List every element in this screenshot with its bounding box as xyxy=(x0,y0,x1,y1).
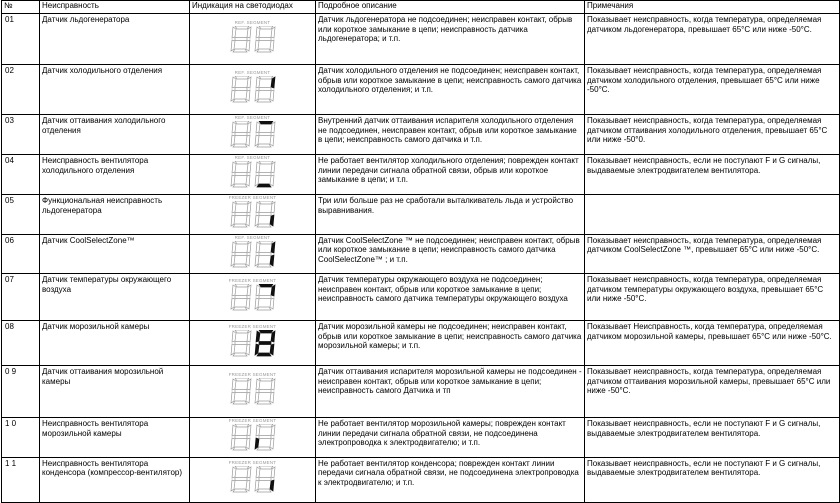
segment-d xyxy=(233,489,247,492)
row-number: 04 xyxy=(2,155,40,195)
segment-a xyxy=(259,241,273,244)
header-indication: Индикация на светодиодах xyxy=(190,1,316,14)
segment-f xyxy=(256,122,260,133)
segment-d xyxy=(233,264,247,267)
display-label: FREEZER SEGMENT xyxy=(228,460,277,466)
fault-name: Датчик морозильной камеры xyxy=(40,321,190,366)
segment-f xyxy=(256,27,260,38)
segment-c xyxy=(270,40,274,51)
segment-f xyxy=(232,122,236,133)
segment-a xyxy=(235,424,249,427)
segment-digits xyxy=(225,26,281,54)
header-fault: Неисправность xyxy=(40,1,190,14)
fault-notes: Показывает неисправность, когда температура, определяемая датчиком оттаивания холодильного отделения, превышает 65°C или ниже -50°0. xyxy=(585,115,840,155)
led-indication-cell xyxy=(190,418,316,458)
row-number: 0 9 xyxy=(2,366,40,418)
display-label: REF. SEGMENT xyxy=(234,234,271,240)
segment-d xyxy=(233,353,247,356)
display-label: REF. SEGMENT xyxy=(234,70,271,76)
segment-a xyxy=(259,161,273,164)
segment-d xyxy=(233,307,247,310)
segment-a xyxy=(259,201,273,204)
segment-d xyxy=(233,49,247,52)
fault-description: Не работает вентилятор морозильной камеры; поврежден контакт линии передачи сигнала обратной связи, не подсоединена электропроводка к электродвигателю; и т.п. xyxy=(316,418,585,458)
table-row xyxy=(2,195,840,235)
header-notes: Примечания xyxy=(585,1,840,14)
segment-f xyxy=(256,202,260,213)
segment-digits xyxy=(225,284,281,312)
segment-d xyxy=(233,184,247,187)
segment-f xyxy=(256,467,260,478)
segment-f xyxy=(256,77,260,88)
segment-d xyxy=(233,99,247,102)
segment-a xyxy=(235,161,249,164)
segment-g xyxy=(259,88,271,91)
led-indication-cell xyxy=(190,366,316,418)
display-label: REF. SEGMENT xyxy=(234,115,271,121)
segment-c xyxy=(246,344,250,355)
seven-segment-display xyxy=(225,418,281,454)
segment-d xyxy=(233,144,247,147)
display-label: FREEZER SEGMENT xyxy=(228,195,277,200)
segment-a xyxy=(259,466,273,469)
segment-f xyxy=(232,202,236,213)
segment-g xyxy=(235,295,247,298)
seven-segment-display xyxy=(225,324,281,360)
segment-c xyxy=(270,135,274,146)
fault-name: Датчик CoolSelectZone™ xyxy=(40,234,190,274)
led-indication-cell xyxy=(190,274,316,321)
segment-g xyxy=(235,88,247,91)
segment-g xyxy=(235,173,247,176)
table-row xyxy=(2,65,840,115)
segment-f xyxy=(256,285,260,296)
segment-g xyxy=(235,390,247,393)
table-row xyxy=(2,234,840,274)
segment-c xyxy=(246,40,250,51)
segment-d xyxy=(233,401,247,404)
row-number: 03 xyxy=(2,115,40,155)
fault-name: Неисправность вентилятора конденсора (компрессор-вентилятор) xyxy=(40,457,190,502)
segment-digits xyxy=(225,241,281,269)
fault-description: Не работает вентилятор холодильного отделения; поврежден контакт линии передачи сигнала обратной связи, обрыв или короткое замыкание в цепи; и т.п. xyxy=(316,155,585,195)
segment-g xyxy=(259,436,271,439)
seven-segment-display xyxy=(225,70,281,106)
segment-c xyxy=(246,175,250,186)
segment-d xyxy=(257,49,271,52)
segment-g xyxy=(235,341,247,344)
seven-segment-display xyxy=(225,372,281,408)
segment-a xyxy=(235,26,249,29)
segment-f xyxy=(232,467,236,478)
segment-g xyxy=(235,133,247,136)
fault-notes: Показывает неисправность, если не поступают F и G сигналы, выдаваемые электродвигателем вентилятора. xyxy=(585,457,840,502)
segment-f xyxy=(232,242,236,253)
fault-name: Датчик льдогенератора xyxy=(40,14,190,65)
led-indication-cell xyxy=(190,321,316,366)
display-label: FREEZER SEGMENT xyxy=(228,418,277,423)
segment-g xyxy=(259,252,271,255)
led-indication-cell xyxy=(190,115,316,155)
segment-a-lit xyxy=(259,330,273,333)
segment-g xyxy=(259,37,271,40)
segment-d-lit xyxy=(257,184,271,187)
fault-description: Три или больше раз не сработали выталкиватель льда и устройство выравнивания. xyxy=(316,195,585,235)
segment-c xyxy=(270,298,274,309)
segment-a xyxy=(259,26,273,29)
seven-segment-display xyxy=(225,20,281,56)
fault-description: Датчик CoolSelectZone ™ не подсоединен; неисправен контакт, обрыв или короткое замыкание в цепи; неисправность самого датчика CoolSelectZone™ ; и т.п. xyxy=(316,234,585,274)
segment-d xyxy=(257,224,271,227)
segment-a xyxy=(235,330,249,333)
display-label: FREEZER SEGMENT xyxy=(228,372,277,378)
segment-d xyxy=(257,447,271,450)
segment-c xyxy=(246,135,250,146)
segment-c xyxy=(270,438,274,449)
fault-description: Датчик морозильной камеры не подсоединен; неисправен контакт, обрыв или короткое замыкание в цепи; неисправность самого датчика морозильной камеры; и т.п. xyxy=(316,321,585,366)
fault-description: Датчик оттаивания испарителя морозильной камеры не подсоединен - неисправен контакт, обрыв или короткое замыкание в цепи; неисправность самого Датчика и тп xyxy=(316,366,585,418)
fault-notes: Показывает неисправность, если не поступают F и G сигналы, выдаваемые электродвигателем вентилятора. xyxy=(585,418,840,458)
row-number: 08 xyxy=(2,321,40,366)
fault-description: Не работает вентилятор конденсора; поврежден контакт линии передачи сигнала обратной связи, не подсоединена электропроводка к электродвигателю; и т.п. xyxy=(316,457,585,502)
segment-g-lit xyxy=(259,341,271,344)
segment-d xyxy=(233,447,247,450)
fault-notes: Показывает неисправность, когда температура, определяемая датчиком холодильного отделения, превышает 65°C или ниже -50°C. xyxy=(585,65,840,115)
segment-g xyxy=(259,478,271,481)
table-row xyxy=(2,321,840,366)
seven-segment-display xyxy=(225,195,281,231)
display-label: REF. SEGMENT xyxy=(234,155,271,161)
segment-digits xyxy=(225,378,281,406)
segment-d xyxy=(257,144,271,147)
fault-notes: Показывает Неисправность, когда температура, определяемая датчиком морозильной камеры, превышает 65°C или ниже -50°C. xyxy=(585,321,840,366)
segment-digits xyxy=(225,330,281,358)
segment-c xyxy=(246,480,250,491)
header-row xyxy=(2,1,840,14)
row-number: 06 xyxy=(2,234,40,274)
row-number: 02 xyxy=(2,65,40,115)
fault-description: Датчик льдогенератора не подсоединен; неисправен контакт, обрыв или короткое замыкание в цепи; неисправность датчика льдогенератора; и т.п. xyxy=(316,14,585,65)
segment-c xyxy=(246,255,250,266)
segment-f xyxy=(232,425,236,436)
table-row xyxy=(2,366,840,418)
fault-name: Неисправность вентилятора холодильного отделения xyxy=(40,155,190,195)
segment-g xyxy=(235,252,247,255)
table-row xyxy=(2,14,840,65)
table-row xyxy=(2,115,840,155)
segment-a xyxy=(235,378,249,381)
segment-c-lit xyxy=(270,255,274,266)
segment-c-lit xyxy=(270,215,274,226)
table-row xyxy=(2,457,840,502)
fault-name: Датчик холодильного отделения xyxy=(40,65,190,115)
segment-f xyxy=(232,162,236,173)
segment-c xyxy=(246,215,250,226)
segment-c xyxy=(246,298,250,309)
segment-c-lit xyxy=(270,344,274,355)
segment-g xyxy=(235,37,247,40)
segment-c xyxy=(270,175,274,186)
segment-d xyxy=(257,489,271,492)
segment-d-lit xyxy=(257,353,271,356)
segment-f xyxy=(256,162,260,173)
fault-name: Датчик оттаивания морозильной камеры xyxy=(40,366,190,418)
fault-notes: Показывает неисправность, когда температура, определяемая датчиком CoolSelectZone ™, превышает 65°C или ниже -50°C. xyxy=(585,234,840,274)
segment-d xyxy=(233,224,247,227)
segment-a xyxy=(235,201,249,204)
table-row xyxy=(2,155,840,195)
led-indication-cell xyxy=(190,155,316,195)
segment-a xyxy=(235,76,249,79)
display-label: REF. SEGMENT xyxy=(234,19,271,25)
led-indication-cell xyxy=(190,14,316,65)
segment-g xyxy=(259,133,271,136)
segment-a-lit xyxy=(259,121,273,124)
segment-digits xyxy=(225,76,281,104)
row-number: 01 xyxy=(2,14,40,65)
segment-c-lit xyxy=(270,480,274,491)
segment-f xyxy=(232,285,236,296)
segment-f xyxy=(232,331,236,342)
seven-segment-display xyxy=(225,278,281,314)
fault-name: Неисправность вентилятора морозильной камеры xyxy=(40,418,190,458)
segment-d xyxy=(257,99,271,102)
fault-notes: Показывает неисправность, если не поступают F и G сигналы, выдаваемые электродвигателем вентилятора. xyxy=(585,155,840,195)
segment-d xyxy=(257,401,271,404)
segment-digits xyxy=(225,161,281,189)
seven-segment-display xyxy=(225,155,281,191)
segment-a xyxy=(235,466,249,469)
segment-f xyxy=(232,27,236,38)
segment-f xyxy=(232,77,236,88)
led-indication-cell xyxy=(190,234,316,274)
header-description: Подробное описание xyxy=(316,1,585,14)
fault-description: Датчик температуры окружающего воздуха не подсоединен; неисправен контакт, обрыв или короткое замыкание в цепи; неисправность самого датчика температуры окружающего воздуха xyxy=(316,274,585,321)
segment-g xyxy=(235,478,247,481)
segment-f xyxy=(256,242,260,253)
row-number: 05 xyxy=(2,195,40,235)
segment-g xyxy=(259,173,271,176)
led-indication-cell xyxy=(190,65,316,115)
segment-a xyxy=(259,378,273,381)
segment-f xyxy=(232,379,236,390)
segment-a xyxy=(235,241,249,244)
fault-notes: Показывает неисправность, когда температура, определяемая датчиком температуры окружающего воздуха, превышает 65°C или ниже -50°C. xyxy=(585,274,840,321)
display-label: FREEZER SEGMENT xyxy=(228,323,277,329)
display-label: FREEZER SEGMENT xyxy=(228,277,277,283)
segment-digits xyxy=(225,466,281,494)
row-number: 1 0 xyxy=(2,418,40,458)
fault-notes: Показывает неисправность, когда температура, определяемая датчиком оттаивания морозильной камеры, превышает 65°C или ниже -50°C. xyxy=(585,366,840,418)
seven-segment-display xyxy=(225,460,281,496)
seven-segment-display xyxy=(225,235,281,271)
header-num: № xyxy=(2,1,40,14)
table-row xyxy=(2,418,840,458)
led-indication-cell xyxy=(190,457,316,502)
fault-name: Датчик температуры окружающего воздуха xyxy=(40,274,190,321)
segment-c xyxy=(246,392,250,403)
segment-digits xyxy=(225,424,281,452)
segment-d xyxy=(257,264,271,267)
fault-codes-table xyxy=(1,0,840,503)
segment-f xyxy=(256,425,260,436)
segment-a-lit xyxy=(259,284,273,287)
led-indication-cell xyxy=(190,195,316,235)
fault-description: Внутренний датчик оттаивания испарителя холодильного отделения не подсоединен, неисправен контакт, обрыв или короткое замыкание в цепи; неисправность самого датчика и т.п. xyxy=(316,115,585,155)
segment-c xyxy=(246,438,250,449)
segment-c xyxy=(246,90,250,101)
fault-description: Датчик холодильного отделения не подсоединен; неисправен контакт, обрыв или короткое замыкание в цепи; неисправность самого датчика холодильного отделения; и т.п. xyxy=(316,65,585,115)
segment-f xyxy=(256,379,260,390)
segment-digits xyxy=(225,201,281,229)
segment-a xyxy=(259,424,273,427)
segment-a xyxy=(259,76,273,79)
segment-a xyxy=(235,284,249,287)
segment-g xyxy=(259,213,271,216)
segment-f-lit xyxy=(256,331,260,342)
segment-g xyxy=(235,436,247,439)
segment-c xyxy=(270,392,274,403)
segment-digits xyxy=(225,121,281,149)
table-row xyxy=(2,274,840,321)
fault-name: Функциональная неисправность льдогенератора xyxy=(40,195,190,235)
segment-g xyxy=(259,295,271,298)
row-number: 1 1 xyxy=(2,457,40,502)
row-number: 07 xyxy=(2,274,40,321)
segment-a xyxy=(235,121,249,124)
segment-g xyxy=(259,390,271,393)
fault-notes xyxy=(585,195,840,235)
segment-g xyxy=(235,213,247,216)
fault-name: Датчик оттаивания холодильного отделения xyxy=(40,115,190,155)
seven-segment-display xyxy=(225,115,281,151)
segment-d xyxy=(257,307,271,310)
segment-c xyxy=(270,90,274,101)
fault-notes: Показывает неисправность, когда температура, определяемая датчиком льдогенератора, превышает 65°C или ниже -50°C. xyxy=(585,14,840,65)
